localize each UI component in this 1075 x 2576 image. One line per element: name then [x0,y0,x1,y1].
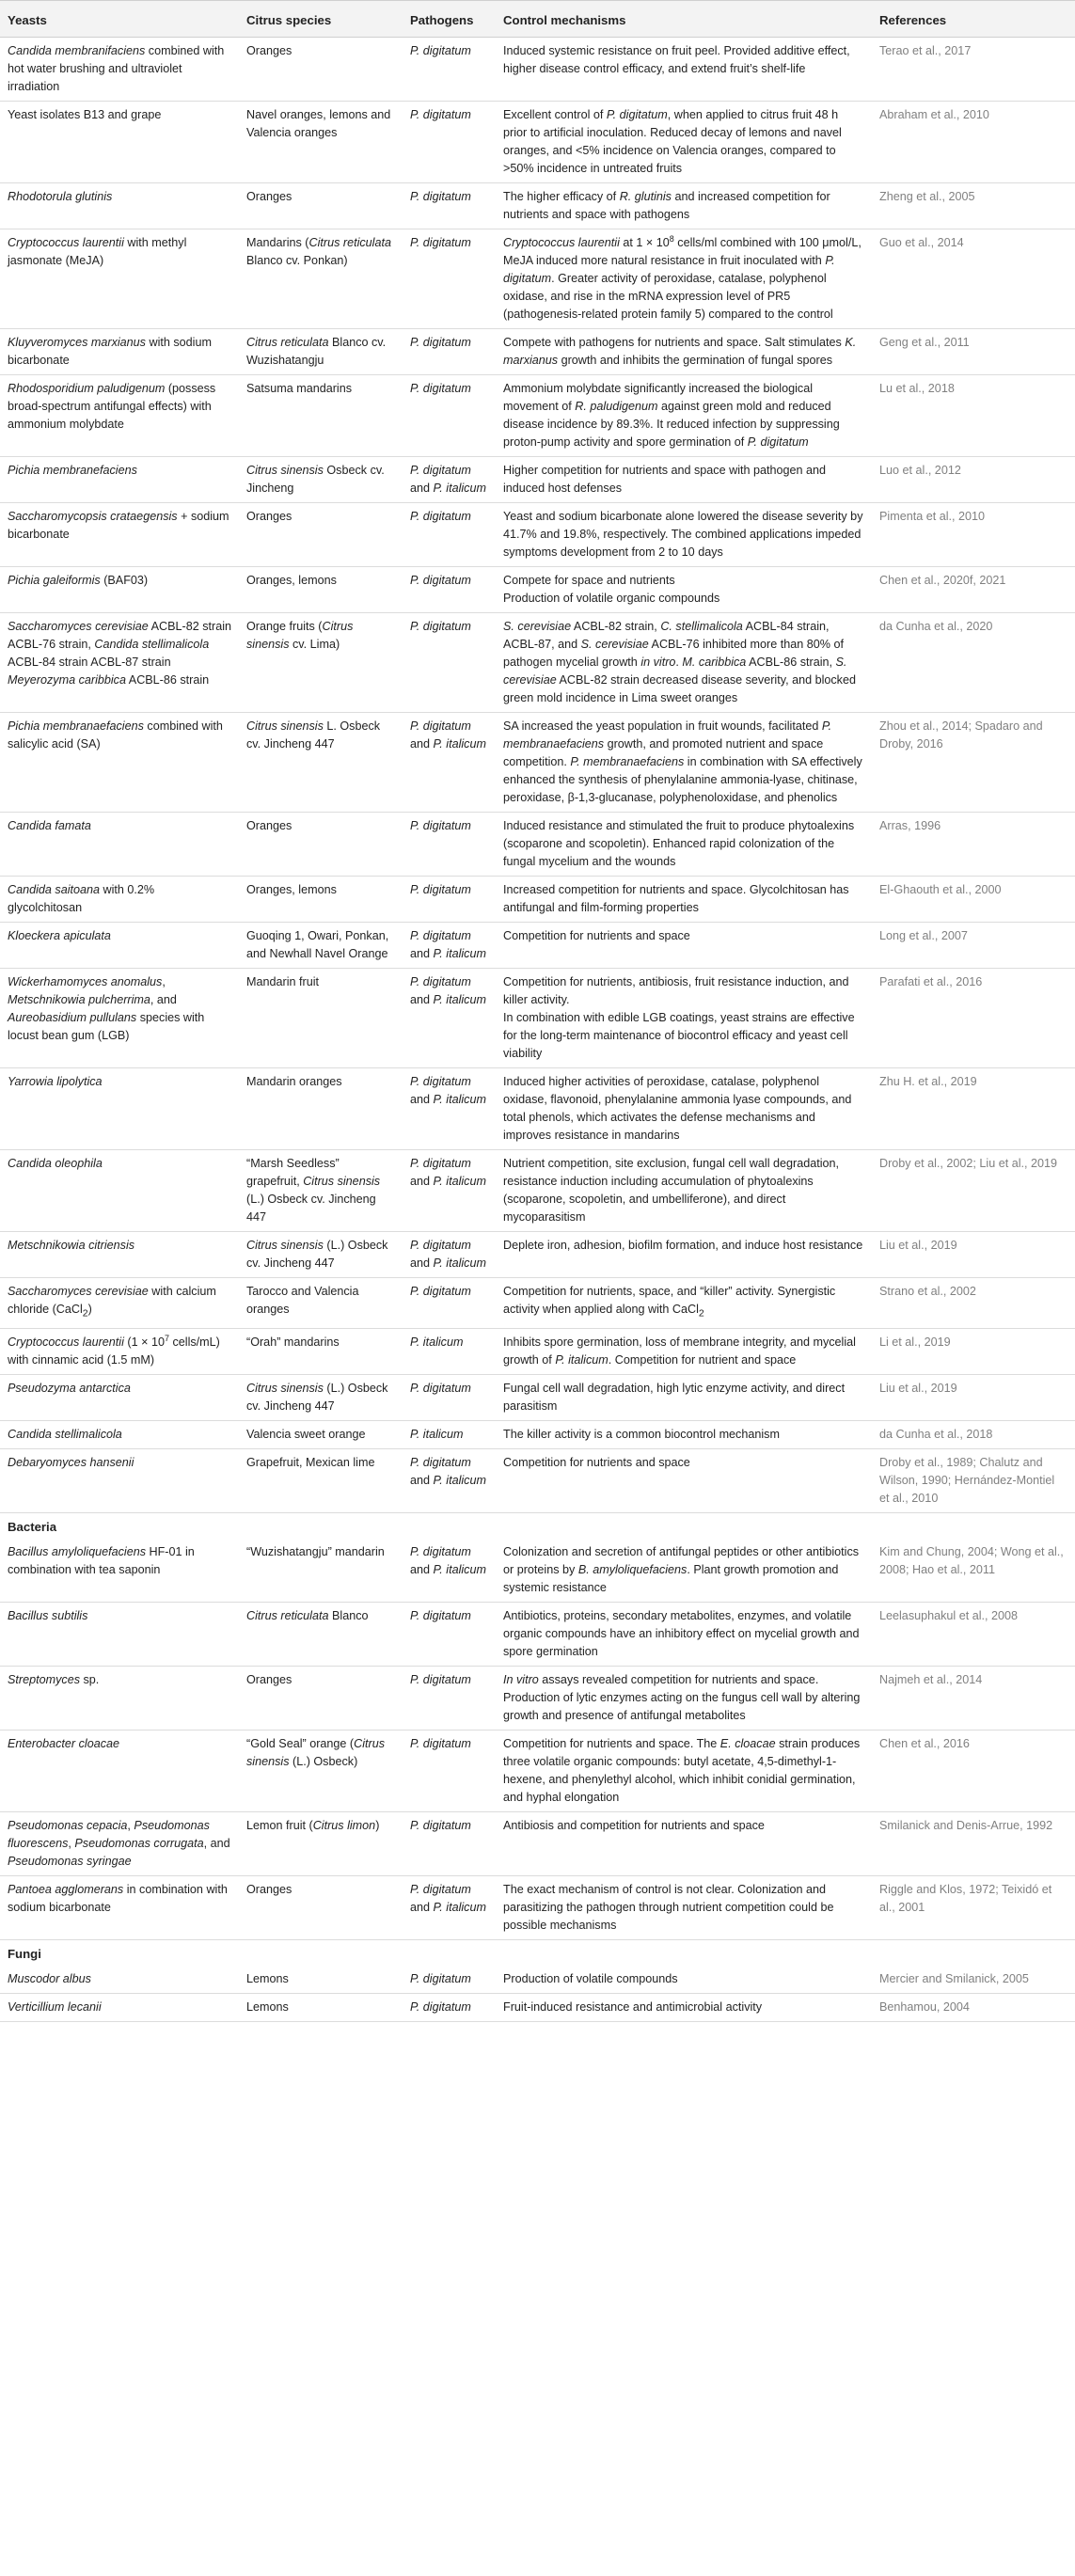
cell-control-mechanism: Induced resistance and stimulated the fruit to produce phytoalexins (scoparone and scopoletin). Enhanced rapid colonization of the fungal mycelium and the wounds [496,813,872,877]
cell-references: Geng et al., 2011 [872,329,1075,375]
cell-citrus-species: Oranges [239,813,403,877]
cell-pathogens: P. digitatum [403,1730,496,1811]
cell-citrus-species: “Orah” mandarins [239,1328,403,1374]
table-row [0,1328,1075,1374]
table-row [0,1966,1075,1994]
cell-citrus-species: Citrus sinensis (L.) Osbeck cv. Jincheng 447 [239,1374,403,1420]
cell-pathogens: P. digitatum and P. italicum [403,969,496,1068]
cell-agent: Saccharomyces cerevisiae ACBL-82 strain ACBL-76 strain, Candida stellimalicola ACBL-84 strain ACBL-87 strain Meyerozyma caribbica ACBL-86 strain [0,613,239,713]
table-row [0,813,1075,877]
cell-pathogens: P. italicum [403,1328,496,1374]
cell-control-mechanism: Competition for nutrients and space [496,1448,872,1512]
cell-agent: Bacillus amyloliquefaciens HF-01 in combination with tea saponin [0,1539,239,1603]
header-yeasts: Yeasts [0,1,239,38]
section-heading-row [0,1512,1075,1539]
cell-control-mechanism: Antibiosis and competition for nutrients and space [496,1811,872,1875]
cell-pathogens: P. digitatum [403,1666,496,1730]
cell-pathogens: P. digitatum [403,38,496,102]
section-heading-row [0,1939,1075,1966]
table-row [0,969,1075,1068]
header-pathogens: Pathogens [403,1,496,38]
cell-pathogens: P. digitatum and P. italicum [403,1150,496,1232]
cell-pathogens: P. digitatum [403,877,496,923]
cell-agent: Bacillus subtilis [0,1602,239,1666]
cell-references: El-Ghaouth et al., 2000 [872,877,1075,923]
cell-agent: Candida famata [0,813,239,877]
cell-pathogens: P. digitatum [403,1374,496,1420]
cell-pathogens: P. digitatum [403,1993,496,2021]
cell-citrus-species: Guoqing 1, Owari, Ponkan, and Newhall Navel Orange [239,923,403,969]
table-row [0,102,1075,183]
cell-references: Pimenta et al., 2010 [872,503,1075,567]
cell-pathogens: P. digitatum and P. italicum [403,1232,496,1278]
cell-references: Zhou et al., 2014; Spadaro and Droby, 2016 [872,713,1075,813]
cell-agent: Debaryomyces hansenii [0,1448,239,1512]
cell-pathogens: P. digitatum [403,102,496,183]
cell-citrus-species: Grapefruit, Mexican lime [239,1448,403,1512]
cell-references: Arras, 1996 [872,813,1075,877]
cell-references: Chen et al., 2020f, 2021 [872,567,1075,613]
cell-agent: Candida stellimalicola [0,1420,239,1448]
cell-agent: Pichia membranaefaciens combined with salicylic acid (SA) [0,713,239,813]
table-row [0,1232,1075,1278]
cell-citrus-species: Mandarin fruit [239,969,403,1068]
cell-agent: Cryptococcus laurentii with methyl jasmonate (MeJA) [0,229,239,329]
table-row [0,229,1075,329]
cell-control-mechanism: Compete for space and nutrients Production of volatile organic compounds [496,567,872,613]
cell-pathogens: P. digitatum [403,375,496,457]
cell-agent: Candida oleophila [0,1150,239,1232]
cell-agent: Pichia membranefaciens [0,457,239,503]
table-row [0,1420,1075,1448]
cell-agent: Muscodor albus [0,1966,239,1994]
table-row [0,1448,1075,1512]
cell-control-mechanism: Fungal cell wall degradation, high lytic enzyme activity, and direct parasitism [496,1374,872,1420]
cell-references: Luo et al., 2012 [872,457,1075,503]
cell-control-mechanism: Yeast and sodium bicarbonate alone lowered the disease severity by 41.7% and 19.8%, respectively. The combined applications impeded symptoms development from 2 to 10 days [496,503,872,567]
cell-references: Liu et al., 2019 [872,1374,1075,1420]
table-row [0,1374,1075,1420]
header-citrus-species: Citrus species [239,1,403,38]
cell-citrus-species: Tarocco and Valencia oranges [239,1278,403,1329]
table-row [0,1068,1075,1150]
cell-citrus-species: Oranges, lemons [239,877,403,923]
cell-agent: Yeast isolates B13 and grape [0,102,239,183]
table-row [0,1875,1075,1939]
table-row [0,457,1075,503]
cell-pathogens: P. digitatum and P. italicum [403,1539,496,1603]
table-row [0,923,1075,969]
cell-agent: Pantoea agglomerans in combination with sodium bicarbonate [0,1875,239,1939]
cell-control-mechanism: Nutrient competition, site exclusion, fungal cell wall degradation, resistance induction including accumulation of phytoalexins (scoparone, scopoletin, and umbelliferone), and direct mycoparasitism [496,1150,872,1232]
cell-agent: Saccharomycopsis crataegensis + sodium bicarbonate [0,503,239,567]
cell-references: Droby et al., 2002; Liu et al., 2019 [872,1150,1075,1232]
cell-references: Najmeh et al., 2014 [872,1666,1075,1730]
cell-references: Guo et al., 2014 [872,229,1075,329]
cell-references: Kim and Chung, 2004; Wong et al., 2008; Hao et al., 2011 [872,1539,1075,1603]
table-row [0,1150,1075,1232]
cell-pathogens: P. digitatum [403,567,496,613]
cell-citrus-species: Navel oranges, lemons and Valencia oranges [239,102,403,183]
cell-pathogens: P. digitatum and P. italicum [403,1068,496,1150]
cell-references: Smilanick and Denis-Arrue, 1992 [872,1811,1075,1875]
cell-references: da Cunha et al., 2018 [872,1420,1075,1448]
cell-agent: Yarrowia lipolytica [0,1068,239,1150]
cell-agent: Metschnikowia citriensis [0,1232,239,1278]
cell-control-mechanism: S. cerevisiae ACBL-82 strain, C. stellimalicola ACBL-84 strain, ACBL-87, and S. cerevisiae ACBL-76 inhibited more than 80% of pathogen mycelial growth in vitro. M. caribbica ACBL-86 strain, S. cerevisiae ACBL-82 strain decreased disease severity, and blocked green mold incidence in Lima sweet oranges [496,613,872,713]
cell-agent: Rhodotorula glutinis [0,183,239,229]
table-row [0,1602,1075,1666]
table-row [0,1730,1075,1811]
table-row [0,503,1075,567]
table-row [0,1278,1075,1329]
table-row [0,1811,1075,1875]
cell-references: Abraham et al., 2010 [872,102,1075,183]
table-row [0,877,1075,923]
cell-control-mechanism: Colonization and secretion of antifungal peptides or other antibiotics or proteins by B. amyloliquefaciens. Plant growth promotion and systemic resistance [496,1539,872,1603]
cell-citrus-species: “Wuzishatangju” mandarin [239,1539,403,1603]
cell-citrus-species: Mandarins (Citrus reticulata Blanco cv. Ponkan) [239,229,403,329]
cell-control-mechanism: In vitro assays revealed competition for nutrients and space. Production of lytic enzymes acting on the fungus cell wall by altering growth and presence of antifungal metabolites [496,1666,872,1730]
table-row [0,1666,1075,1730]
cell-references: Zhu H. et al., 2019 [872,1068,1075,1150]
cell-citrus-species: Oranges, lemons [239,567,403,613]
cell-pathogens: P. digitatum [403,813,496,877]
section-heading: Bacteria [8,1519,57,1534]
table-row [0,375,1075,457]
cell-pathogens: P. italicum [403,1420,496,1448]
cell-agent: Candida membranifaciens combined with hot water brushing and ultraviolet irradiation [0,38,239,102]
cell-agent: Streptomyces sp. [0,1666,239,1730]
cell-pathogens: P. digitatum [403,1602,496,1666]
cell-citrus-species: Satsuma mandarins [239,375,403,457]
cell-references: Lu et al., 2018 [872,375,1075,457]
cell-citrus-species: Citrus sinensis (L.) Osbeck cv. Jincheng 447 [239,1232,403,1278]
cell-control-mechanism: Induced systemic resistance on fruit peel. Provided additive effect, higher disease control efficacy, and extend fruit’s shelf-life [496,38,872,102]
cell-citrus-species: Citrus reticulata Blanco [239,1602,403,1666]
section-heading: Fungi [8,1946,41,1961]
cell-citrus-species: Oranges [239,1875,403,1939]
cell-references: Parafati et al., 2016 [872,969,1075,1068]
cell-agent: Cryptococcus laurentii ($1 \times 10^7$ cells/mL) with cinnamic acid (1.5 mM) [0,1328,239,1374]
cell-references: Terao et al., 2017 [872,38,1075,102]
cell-references: Liu et al., 2019 [872,1232,1075,1278]
cell-citrus-species: Orange fruits (Citrus sinensis cv. Lima) [239,613,403,713]
table-row [0,613,1075,713]
cell-pathogens: P. digitatum [403,329,496,375]
cell-references: Mercier and Smilanick, 2005 [872,1966,1075,1994]
cell-citrus-species: Oranges [239,503,403,567]
cell-references: Droby et al., 1989; Chalutz and Wilson, 1990; Hernández-Montiel et al., 2010 [872,1448,1075,1512]
table-header [0,1,1075,38]
header-control-mechanisms: Control mechanisms [496,1,872,38]
cell-control-mechanism: Deplete iron, adhesion, biofilm formation, and induce host resistance [496,1232,872,1278]
table-row [0,567,1075,613]
cell-references: da Cunha et al., 2020 [872,613,1075,713]
cell-control-mechanism: The exact mechanism of control is not clear. Colonization and parasitizing the pathogen through nutrient competition could be possible mechanisms [496,1875,872,1939]
cell-citrus-species: Lemons [239,1966,403,1994]
cell-pathogens: P. digitatum and P. italicum [403,457,496,503]
cell-references: Leelasuphakul et al., 2008 [872,1602,1075,1666]
cell-references: Strano et al., 2002 [872,1278,1075,1329]
cell-control-mechanism: The higher efficacy of R. glutinis and increased competition for nutrients and space with pathogens [496,183,872,229]
cell-citrus-species: Lemon fruit (Citrus limon) [239,1811,403,1875]
cell-citrus-species: “Marsh Seedless” grapefruit, Citrus sinensis (L.) Osbeck cv. Jincheng 447 [239,1150,403,1232]
cell-pathogens: P. digitatum [403,1811,496,1875]
cell-references: Long et al., 2007 [872,923,1075,969]
cell-citrus-species: Mandarin oranges [239,1068,403,1150]
cell-citrus-species: “Gold Seal” orange (Citrus sinensis (L.) Osbeck) [239,1730,403,1811]
cell-pathogens: P. digitatum [403,183,496,229]
table-row [0,183,1075,229]
cell-pathogens: P. digitatum [403,229,496,329]
cell-agent: Candida saitoana with 0.2% glycolchitosan [0,877,239,923]
cell-citrus-species: Oranges [239,1666,403,1730]
cell-control-mechanism: Fruit-induced resistance and antimicrobial activity [496,1993,872,2021]
cell-references: Li et al., 2019 [872,1328,1075,1374]
cell-pathogens: P. digitatum and P. italicum [403,923,496,969]
cell-agent: Enterobacter cloacae [0,1730,239,1811]
cell-pathogens: P. digitatum and P. italicum [403,713,496,813]
cell-pathogens: P. digitatum [403,503,496,567]
table-row [0,1993,1075,2021]
cell-agent: Pichia galeiformis (BAF03) [0,567,239,613]
table-row [0,1539,1075,1603]
cell-pathogens: P. digitatum [403,613,496,713]
cell-control-mechanism: Competition for nutrients and space. The E. cloacae strain produces three volatile organic compounds: butyl acetate, 4,5-dimethyl-1-hexene, and phenylethyl alcohol, which inhibit conidial germination, and hyphal elongation [496,1730,872,1811]
header-references: References [872,1,1075,38]
cell-control-mechanism: Higher competition for nutrients and space with pathogen and induced host defenses [496,457,872,503]
header-row [0,1,1075,38]
cell-references: Zheng et al., 2005 [872,183,1075,229]
cell-citrus-species: Oranges [239,38,403,102]
cell-agent: Saccharomyces cerevisiae with calcium chloride (CaCl$_2$) [0,1278,239,1329]
cell-agent: Verticillium lecanii [0,1993,239,2021]
cell-agent: Pseudozyma antarctica [0,1374,239,1420]
cell-pathogens: P. digitatum and P. italicum [403,1875,496,1939]
cell-agent: Pseudomonas cepacia, Pseudomonas fluorescens, Pseudomonas corrugata, and Pseudomonas syringae [0,1811,239,1875]
cell-control-mechanism: Compete with pathogens for nutrients and space. Salt stimulates K. marxianus growth and inhibits the germination of fungal spores [496,329,872,375]
cell-control-mechanism: Competition for nutrients and space [496,923,872,969]
cell-references: Chen et al., 2016 [872,1730,1075,1811]
cell-pathogens: P. digitatum [403,1966,496,1994]
cell-control-mechanism: Induced higher activities of peroxidase, catalase, polyphenol oxidase, flavonoid, phenylalanine ammonia lyase compounds, and total phenols, which activates the defense mechanisms and improves resistance in mandarins [496,1068,872,1150]
cell-control-mechanism: Competition for nutrients, antibiosis, fruit resistance induction, and killer activity. In combination with edible LGB coatings, yeast strains are effective for the long-term maintenance of biocontrol efficacy and yeast cell viability [496,969,872,1068]
cell-agent: Kluyveromyces marxianus with sodium bicarbonate [0,329,239,375]
cell-control-mechanism: Increased competition for nutrients and space. Glycolchitosan has antifungal and film-forming properties [496,877,872,923]
cell-citrus-species: Valencia sweet orange [239,1420,403,1448]
cell-control-mechanism: Ammonium molybdate significantly increased the biological movement of R. paludigenum against green mold and reduced disease incidence by 89.3%. It reduced infection by suppressing proton-pump activity and spore germination of P. digitatum [496,375,872,457]
table-row [0,38,1075,102]
cell-citrus-species: Citrus sinensis L. Osbeck cv. Jincheng 447 [239,713,403,813]
cell-agent: Rhodosporidium paludigenum (possess broad-spectrum antifungal effects) with ammonium molybdate [0,375,239,457]
cell-pathogens: P. digitatum [403,1278,496,1329]
cell-citrus-species: Oranges [239,183,403,229]
table-row [0,329,1075,375]
cell-references: Riggle and Klos, 1972; Teixidó et al., 2001 [872,1875,1075,1939]
table-body [0,38,1075,2022]
cell-control-mechanism: Excellent control of P. digitatum, when applied to citrus fruit 48 h prior to artificial inoculation. Reduced decay of lemons and navel oranges, and <5% incidence on Valencia oranges, compared to >50% incidence in untreated fruits [496,102,872,183]
cell-references: Benhamou, 2004 [872,1993,1075,2021]
cell-control-mechanism: The killer activity is a common biocontrol mechanism [496,1420,872,1448]
cell-control-mechanism: Competition for nutrients, space, and “killer” activity. Synergistic activity when applied along with CaCl$_2$ [496,1278,872,1329]
cell-citrus-species: Lemons [239,1993,403,2021]
cell-control-mechanism: Antibiotics, proteins, secondary metabolites, enzymes, and volatile organic compounds have an inhibitory effect on mycelial growth and spore germination [496,1602,872,1666]
cell-control-mechanism: Production of volatile compounds [496,1966,872,1994]
cell-agent: Wickerhamomyces anomalus, Metschnikowia pulcherrima, and Aureobasidium pullulans species with locust bean gum (LGB) [0,969,239,1068]
cell-control-mechanism: Cryptococcus laurentii at $1 \times 10^8$ cells/ml combined with 100 μmol/L, MeJA induced more natural resistance in fruit inoculated with P. digitatum. Greater activity of peroxidase, catalase, polyphenol oxidase, and rise in the mRNA expression level of PR5 (pathogenesis-related protein family 5) compared to the control [496,229,872,329]
cell-pathogens: P. digitatum and P. italicum [403,1448,496,1512]
cell-citrus-species: Citrus sinensis Osbeck cv. Jincheng [239,457,403,503]
cell-control-mechanism: Inhibits spore germination, loss of membrane integrity, and mycelial growth of P. italicum. Competition for nutrient and space [496,1328,872,1374]
table-row [0,713,1075,813]
cell-citrus-species: Citrus reticulata Blanco cv. Wuzishatangju [239,329,403,375]
cell-control-mechanism: SA increased the yeast population in fruit wounds, facilitated P. membranaefaciens growth, and promoted nutrient and space competition. P. membranaefaciens in combination with SA effectively enhanced the synthesis of phenylalanine ammonia-lyase, chitinase, peroxidase, β-1,3-glucanase, polyphenoloxidase, and phenolics [496,713,872,813]
cell-agent: Kloeckera apiculata [0,923,239,969]
